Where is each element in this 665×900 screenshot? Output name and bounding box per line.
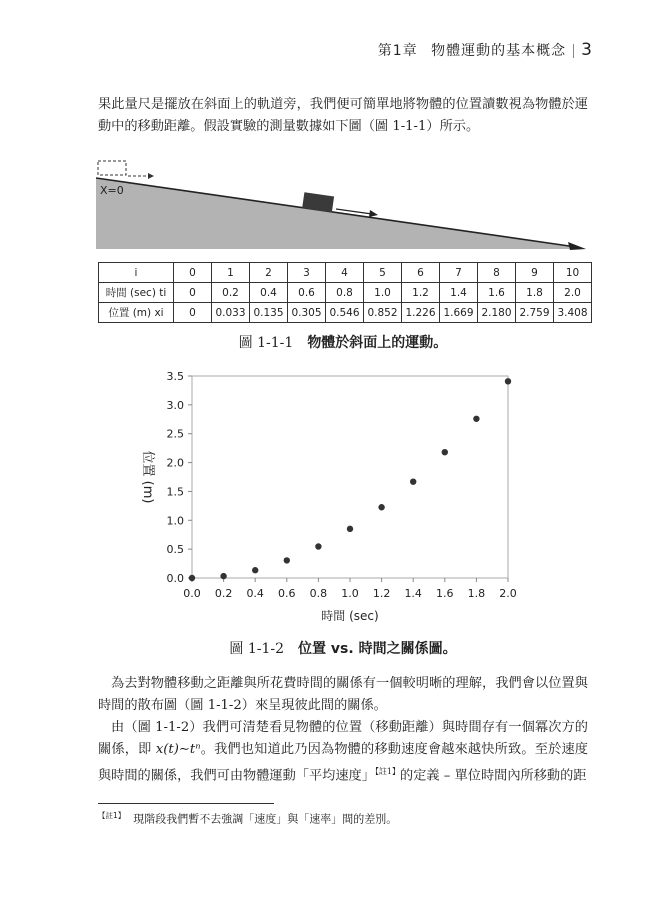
data-point: [410, 478, 416, 484]
table-cell: 0.4: [250, 283, 288, 303]
table-cell: 2.0: [554, 283, 592, 303]
y-tick-label: 3.5: [166, 370, 184, 383]
chapter-title: 物體運動的基本概念: [431, 43, 567, 59]
data-point: [252, 567, 258, 573]
table-cell: 0.6: [288, 283, 326, 303]
y-tick-label: 3.0: [166, 398, 184, 412]
table-row-header: 位置 (m) xi: [99, 303, 174, 323]
table-row-header: 時間 (sec) ti: [99, 283, 174, 303]
discussion-text-a: 由（圖 1-1-2）我們可清楚看見物體的位置（移動距離）與時間存有一個冪次方的關係，即: [98, 720, 588, 757]
table-cell: 1.8: [516, 283, 554, 303]
x-tick-label: 1.0: [341, 587, 359, 600]
start-position-box: [98, 161, 126, 175]
table-cell: 0.546: [326, 303, 364, 323]
incline-arrowhead: [568, 242, 586, 250]
data-point: [378, 504, 384, 510]
footnote-mark: 【註1】: [98, 811, 126, 820]
table-cell: 9: [516, 263, 554, 283]
y-axis-label: 位置 (m): [140, 450, 155, 504]
start-arrowhead: [148, 173, 154, 179]
header-divider: [573, 44, 574, 58]
table-position-row: [99, 303, 592, 323]
table-cell: 1.226: [402, 303, 440, 323]
position-time-chart: [130, 362, 530, 632]
y-tick-label: 0.5: [166, 543, 184, 557]
page-number: 3: [581, 40, 593, 60]
table-cell: 0.135: [250, 303, 288, 323]
data-point: [189, 575, 195, 581]
table-cell: 0: [174, 263, 212, 283]
motion-arrowhead: [369, 210, 378, 217]
table-cell: 2: [250, 263, 288, 283]
x-tick-label: 0.0: [183, 587, 201, 600]
table-cell: 0.852: [364, 303, 402, 323]
table-row-header: i: [99, 263, 174, 283]
discussion-paragraph-2: [98, 717, 588, 787]
running-head: [378, 40, 593, 60]
figure-1-number: 圖 1-1-1: [238, 335, 294, 351]
table-cell: 1.669: [440, 303, 478, 323]
footnote-reference[interactable]: 【註1】: [374, 767, 401, 776]
data-point: [505, 378, 511, 384]
data-point: [220, 573, 226, 579]
footnote-text: 現階段我們暫不去強調「速度」與「速率」間的差別。: [133, 812, 398, 826]
table-cell: 3.408: [554, 303, 592, 323]
data-table: [98, 262, 592, 323]
data-point: [473, 416, 479, 422]
table-cell: 5: [364, 263, 402, 283]
figure-1-title: 物體於斜面上的運動。: [307, 335, 448, 351]
table-cell: 2.180: [478, 303, 516, 323]
data-point: [284, 557, 290, 563]
table-cell: 1.0: [364, 283, 402, 303]
incline-diagram: [96, 158, 586, 262]
x-tick-label: 1.2: [372, 587, 391, 600]
x-axis-label: 時間 (sec): [321, 609, 379, 623]
discussion-text-c: 的定義 – 單位時間內所移動的距: [400, 768, 587, 784]
power-law-formula: x(t)∼tⁿ: [155, 742, 201, 757]
y-tick-label: 2.0: [166, 456, 184, 470]
figure-2-caption: [98, 638, 588, 658]
chapter-label: 第1章: [377, 43, 418, 59]
table-cell: 1.4: [440, 283, 478, 303]
data-point: [442, 449, 448, 455]
y-tick-label: 1.0: [166, 514, 184, 528]
table-cell: 0: [174, 303, 212, 323]
discussion-text-b: 。我們也知道此乃因為物體的移動速度會越來越快所致。至於速度與時間的關係，我們可由物體運動「平均速度」: [98, 742, 588, 784]
table-cell: 8: [478, 263, 516, 283]
footnote-divider: [98, 803, 274, 804]
y-tick-label: 0.0: [166, 572, 184, 585]
table-cell: 0: [174, 283, 212, 303]
table-cell: 3: [288, 263, 326, 283]
x-tick-label: 0.8: [309, 587, 328, 600]
plot-area-frame: [192, 376, 508, 578]
x-tick-label: 2.0: [499, 587, 517, 600]
x-tick-label: 0.2: [214, 587, 233, 600]
table-cell: 2.759: [516, 303, 554, 323]
table-cell: 4: [326, 263, 364, 283]
x-tick-label: 1.4: [404, 587, 422, 600]
table-cell: 1.2: [402, 283, 440, 303]
data-point: [347, 526, 353, 532]
table-time-row: [99, 283, 592, 303]
table-cell: 7: [440, 263, 478, 283]
table-cell: 1: [212, 263, 250, 283]
y-tick-label: 2.5: [166, 427, 184, 441]
x-tick-label: 0.4: [246, 587, 264, 600]
table-cell: 0.033: [212, 303, 250, 323]
discussion-paragraph-1: 為去對物體移動之距離與所花費時間的關係有一個較明晰的理解，我們會以位置與時間的散布圖（圖 1-1-2）來呈現彼此間的關係。: [98, 676, 588, 713]
origin-label: X=0: [100, 184, 124, 197]
intro-paragraph: 果此量尺是擺放在斜面上的軌道旁，我們便可簡單地將物體的位置讀數視為物體於運動中的移動距離。假設實驗的測量數據如下圖（圖 1-1-1）所示。: [98, 97, 588, 134]
figure-2-number: 圖 1-1-2: [229, 641, 285, 657]
x-tick-label: 0.6: [278, 587, 296, 600]
figure-1-caption: [98, 332, 588, 352]
table-cell: 0.305: [288, 303, 326, 323]
figure-2-title: 位置 vs. 時間之關係圖。: [298, 641, 457, 657]
x-tick-label: 1.8: [467, 587, 486, 600]
x-tick-label: 1.6: [436, 587, 454, 600]
data-point: [315, 543, 321, 549]
table-cell: 1.6: [478, 283, 516, 303]
footnote: [98, 810, 397, 827]
y-tick-label: 1.5: [166, 485, 184, 499]
table-cell: 10: [554, 263, 592, 283]
table-cell: 0.8: [326, 283, 364, 303]
table-cell: 0.2: [212, 283, 250, 303]
table-cell: 6: [402, 263, 440, 283]
table-index-row: [99, 263, 592, 283]
